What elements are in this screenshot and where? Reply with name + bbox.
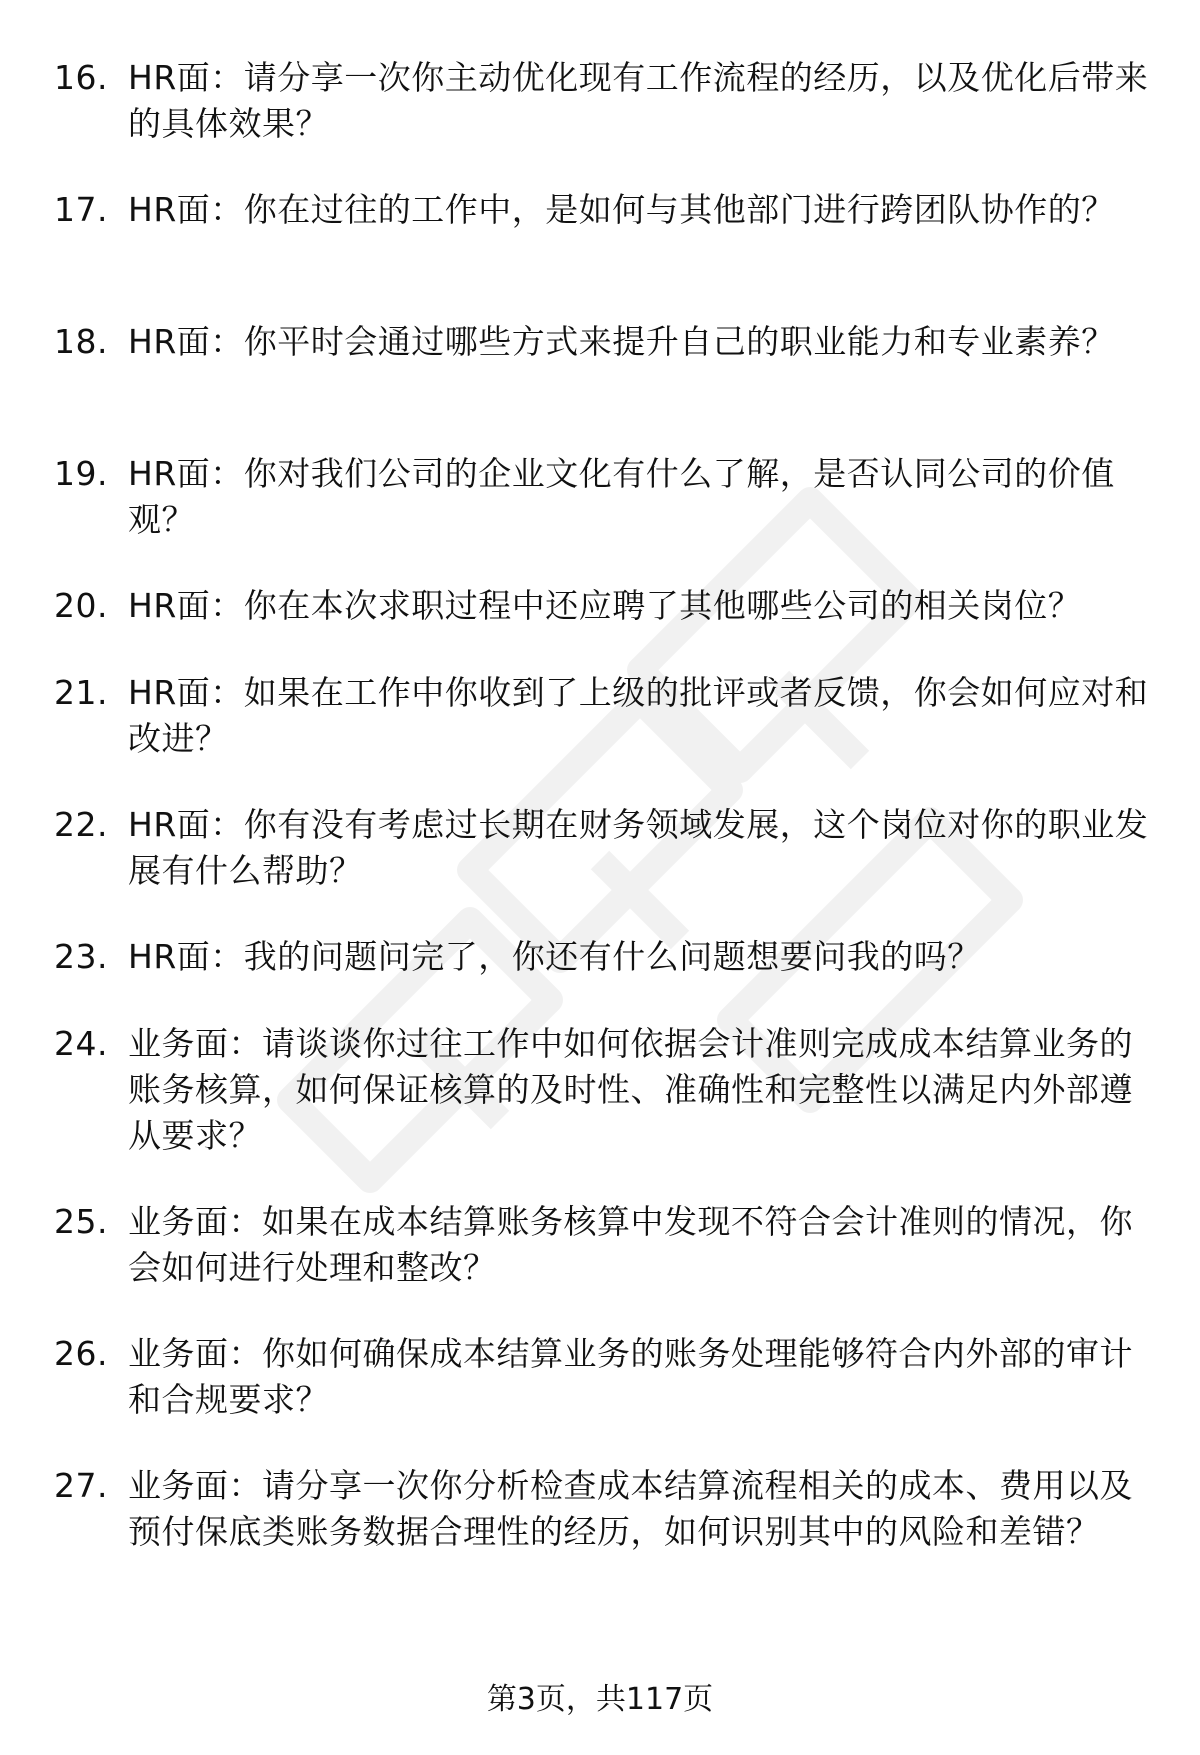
question-number: 17. (54, 190, 108, 229)
question-text: HR面：你对我们公司的企业文化有什么了解，是否认同公司的价值观？ (128, 454, 1115, 539)
question-number: 26. (54, 1334, 108, 1373)
question-number: 24. (54, 1024, 108, 1063)
question-text: 业务面：如果在成本结算账务核算中发现不符合会计准则的情况，你会如何进行处理和整改？ (128, 1202, 1133, 1287)
question-text: HR面：请分享一次你主动优化现有工作流程的经历，以及优化后带来的具体效果？ (128, 58, 1149, 143)
question-number: 16. (54, 58, 108, 97)
question-number: 23. (54, 937, 108, 976)
question-text: HR面：你在过往的工作中，是如何与其他部门进行跨团队协作的？ (128, 190, 1115, 229)
question-text: 业务面：请分享一次你分析检查成本结算流程相关的成本、费用以及预付保底类账务数据合理性的经历，如何识别其中的风险和差错？ (128, 1466, 1133, 1551)
question-number: 19. (54, 454, 108, 493)
question-text: HR面：如果在工作中你收到了上级的批评或者反馈，你会如何应对和改进？ (128, 673, 1149, 758)
question-text: 业务面：你如何确保成本结算业务的账务处理能够符合内外部的审计和合规要求？ (128, 1334, 1133, 1419)
page-footer: 第3页，共117页 (486, 1682, 714, 1717)
question-text: HR面：你平时会通过哪些方式来提升自己的职业能力和专业素养？ (128, 322, 1115, 361)
question-number: 21. (54, 673, 108, 712)
question-number: 18. (54, 322, 108, 361)
question-number: 25. (54, 1202, 108, 1241)
question-number: 22. (54, 805, 108, 844)
question-text: HR面：我的问题问完了，你还有什么问题想要问我的吗？ (128, 937, 981, 976)
question-text: HR面：你在本次求职过程中还应聘了其他哪些公司的相关岗位？ (128, 586, 1082, 625)
question-number: 20. (54, 586, 108, 625)
question-text: 业务面：请谈谈你过往工作中如何依据会计准则完成成本结算业务的账务核算，如何保证核算的及时性、准确性和完整性以满足内外部遵从要求？ (128, 1024, 1133, 1155)
question-text: HR面：你有没有考虑过长期在财务领域发展，这个岗位对你的职业发展有什么帮助？ (128, 805, 1149, 890)
question-number: 27. (54, 1466, 108, 1505)
